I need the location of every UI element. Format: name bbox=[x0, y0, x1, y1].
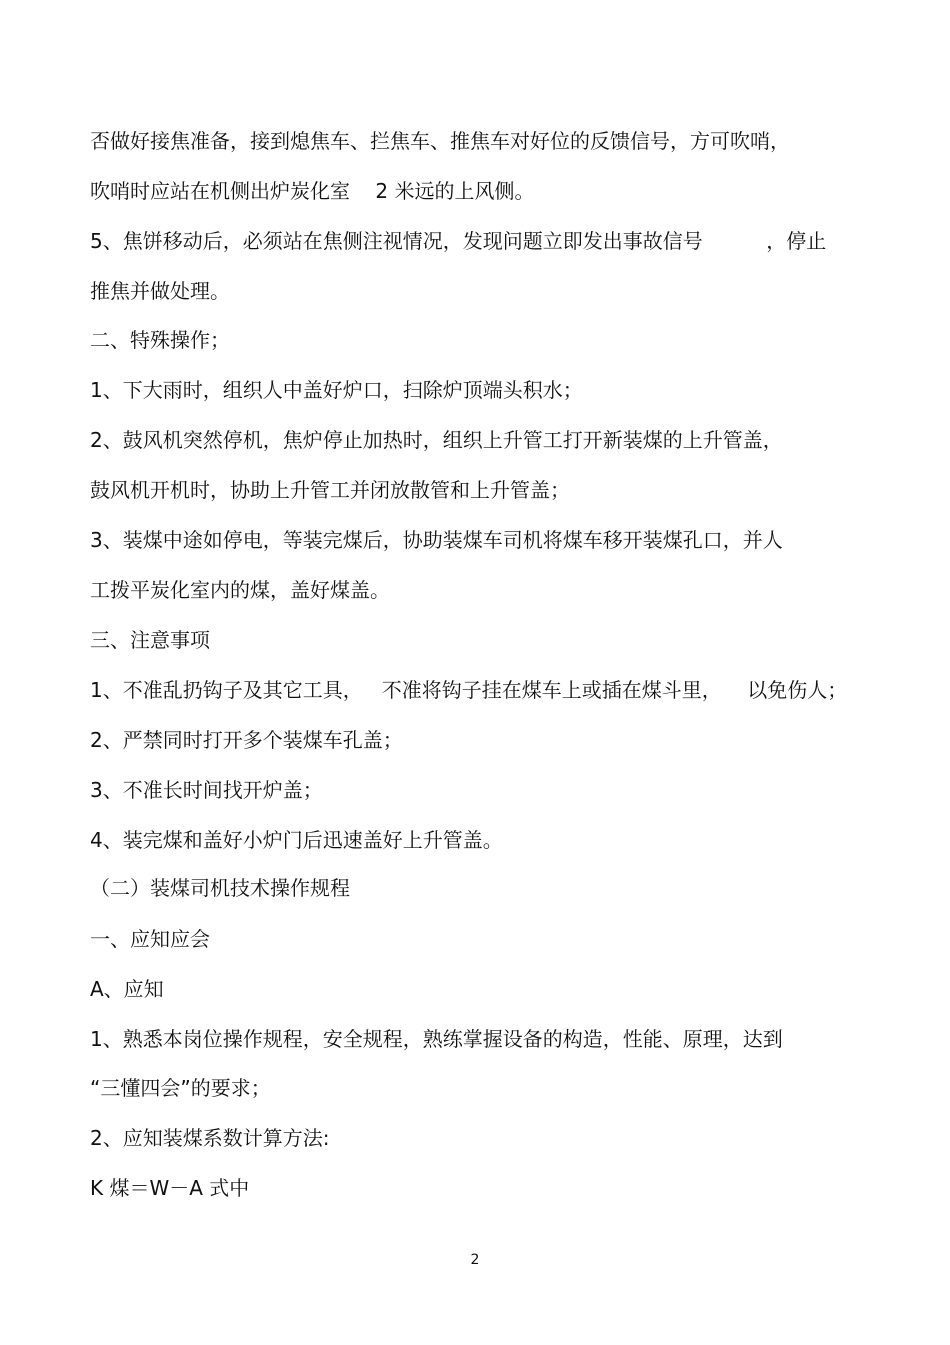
subsection-heading-a: A、应知 bbox=[90, 977, 164, 1001]
section-heading-notes: 三、注意事项 bbox=[90, 628, 210, 652]
text-line-1: 否做好接焦准备，接到熄焦车、拦焦车、推焦车对好位的反馈信号，方可吹哨， bbox=[90, 129, 790, 153]
text-line-20: “三懂四会”的要求； bbox=[90, 1076, 271, 1100]
section-heading-driver-procedures: （二）装煤司机技术操作规程 bbox=[90, 876, 350, 900]
text-line-10: 工拨平炭化室内的煤，盖好煤盖。 bbox=[90, 578, 390, 602]
text-line-4: 推焦并做处理。 bbox=[90, 279, 230, 303]
section-heading-knowledge: 一、应知应会 bbox=[90, 927, 210, 951]
text-line-15: 4、装完煤和盖好小炉门后迅速盖好上升管盖。 bbox=[90, 828, 503, 852]
text-line-14: 3、不准长时间找开炉盖； bbox=[90, 778, 323, 802]
text-line-21: 2、应知装煤系数计算方法: bbox=[90, 1126, 330, 1150]
text-line-7: 2、鼓风机突然停机，焦炉停止加热时，组织上升管工打开新装煤的上升管盖， bbox=[90, 428, 783, 452]
text-line-12: 1、不准乱扔钩子及其它工具， 不准将钩子挂在煤车上或插在煤斗里， 以免伤人； bbox=[90, 678, 848, 702]
text-line-3: 5、焦饼移动后，必须站在焦侧注视情况，发现问题立即发出事故信号 ，停止 bbox=[90, 229, 827, 253]
formula-line: K 煤＝W－A 式中 bbox=[90, 1176, 250, 1200]
text-line-2: 吹哨时应站在机侧出炉炭化室 2 米远的上风侧。 bbox=[90, 179, 535, 203]
text-line-9: 3、装煤中途如停电，等装完煤后，协助装煤车司机将煤车移开装煤孔口，并人 bbox=[90, 528, 783, 552]
text-line-19: 1、熟悉本岗位操作规程，安全规程，熟练掌握设备的构造，性能、原理，达到 bbox=[90, 1027, 783, 1051]
text-line-6: 1、下大雨时，组织人中盖好炉口，扫除炉顶端头积水； bbox=[90, 378, 583, 402]
page-number: 2 bbox=[470, 1252, 480, 1268]
text-line-13: 2、严禁同时打开多个装煤车孔盖； bbox=[90, 728, 403, 752]
section-heading-special-operations: 二、特殊操作； bbox=[90, 328, 230, 352]
text-line-8: 鼓风机开机时，协助上升管工并闭放散管和上升管盖； bbox=[90, 478, 570, 502]
